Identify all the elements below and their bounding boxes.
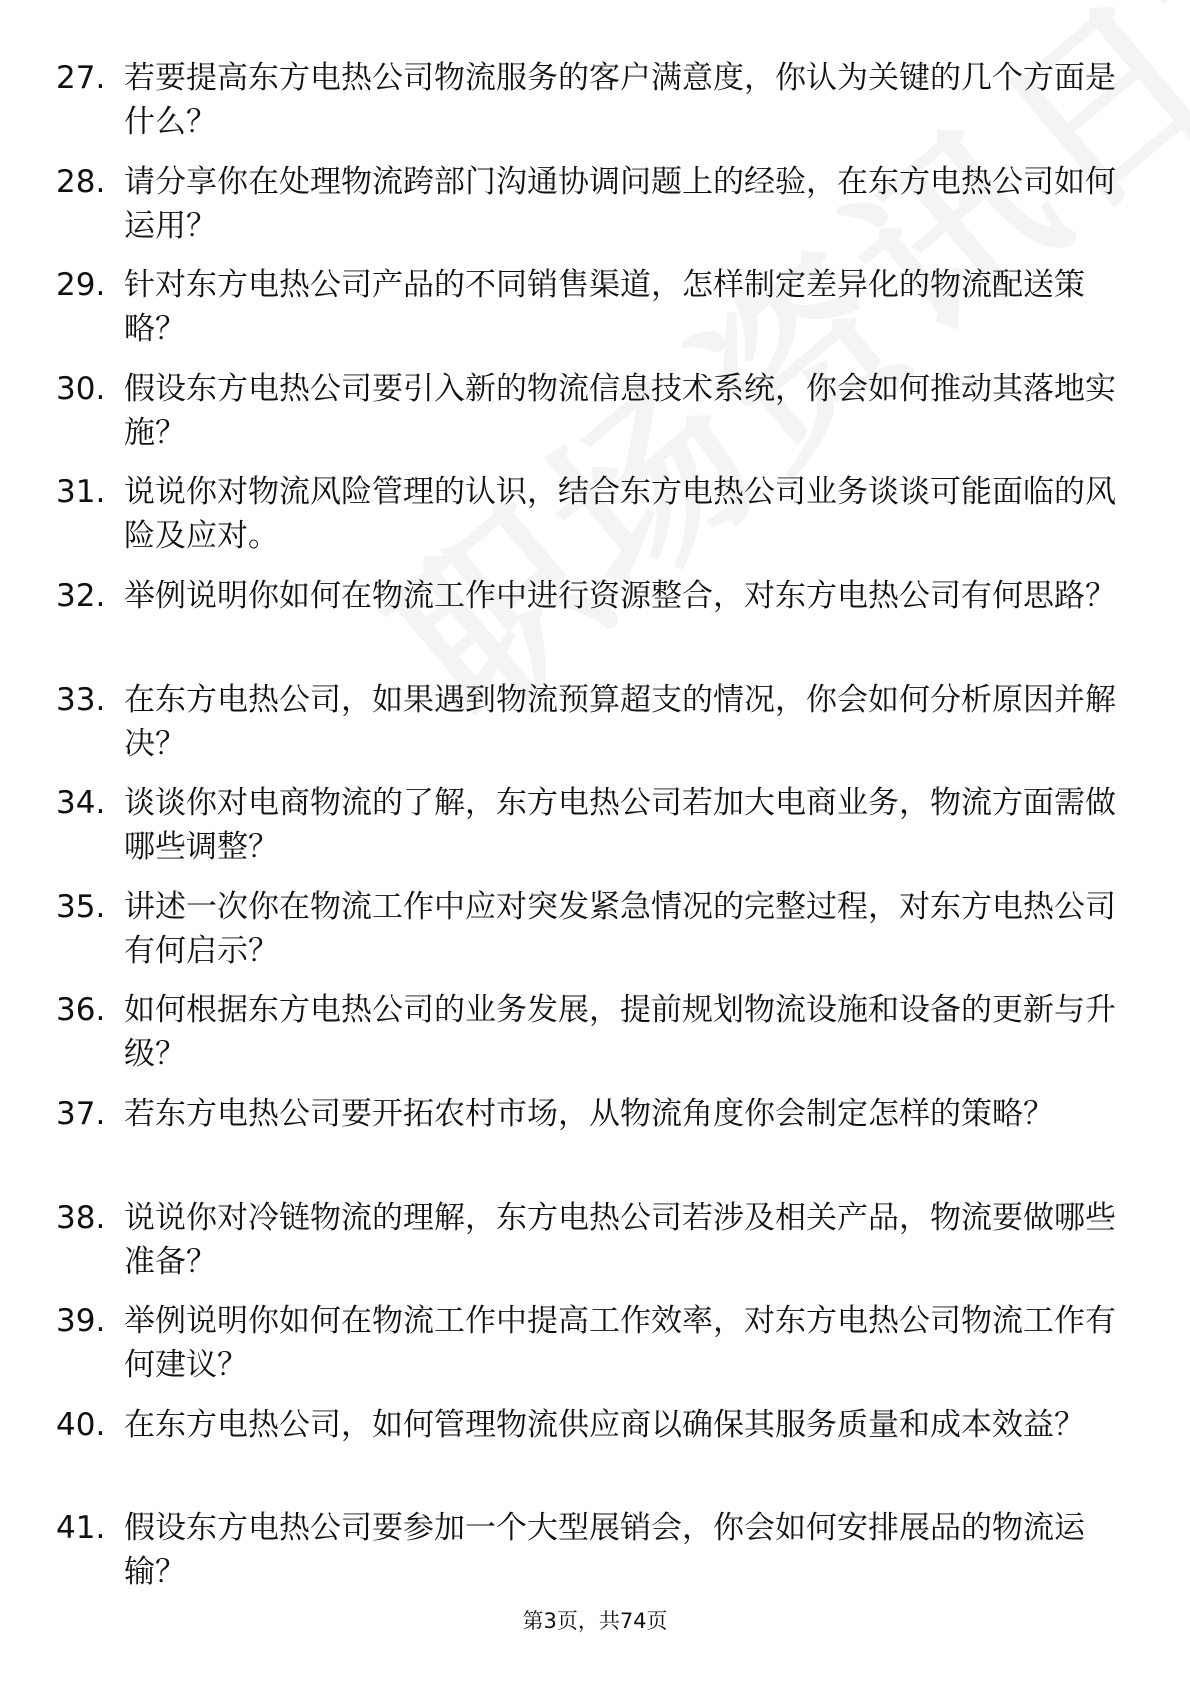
- question-item: [56, 466, 1126, 570]
- question-number: 32.: [56, 577, 106, 614]
- question-text: 讲述一次你在物流工作中应对突发紧急情况的完整过程，对东方电热公司有何启示？: [124, 888, 1116, 969]
- question-item: [56, 777, 1126, 881]
- question-text: 说说你对冷链物流的理解，东方电热公司若涉及相关产品，物流要做哪些准备？: [124, 1199, 1116, 1280]
- question-list: [56, 52, 1126, 1606]
- question-item: [56, 984, 1126, 1088]
- question-text: 请分享你在处理物流跨部门沟通协调问题上的经验，在东方电热公司如何运用？: [124, 163, 1116, 244]
- question-item: [56, 674, 1126, 778]
- question-item: [56, 156, 1126, 260]
- question-item: [56, 1399, 1126, 1503]
- question-number: 30.: [56, 370, 106, 407]
- question-number: 31.: [56, 474, 106, 511]
- question-text: 若东方电热公司要开拓农村市场，从物流角度你会制定怎样的策略？: [124, 1095, 1054, 1132]
- question-number: 27.: [56, 60, 106, 96]
- question-text: 说说你对物流风险管理的认识，结合东方电热公司业务谈谈可能面临的风险及应对。: [124, 474, 1116, 555]
- page-footer: 第3页，共74页: [522, 1609, 668, 1633]
- question-item: [56, 1192, 1126, 1296]
- question-number: 37.: [56, 1095, 106, 1132]
- question-number: 40.: [56, 1406, 106, 1443]
- question-item: [56, 1502, 1126, 1606]
- question-number: 35.: [56, 888, 106, 925]
- question-number: 41.: [56, 1510, 106, 1547]
- question-text: 针对东方电热公司产品的不同销售渠道，怎样制定差异化的物流配送策略？: [124, 267, 1085, 348]
- question-text: 举例说明你如何在物流工作中进行资源整合，对东方电热公司有何思路？: [124, 577, 1116, 614]
- question-number: 28.: [56, 163, 106, 200]
- question-text: 假设东方电热公司要参加一个大型展销会，你会如何安排展品的物流运输？: [124, 1510, 1085, 1591]
- question-number: 34.: [56, 785, 106, 822]
- question-number: 38.: [56, 1199, 106, 1236]
- question-text: 假设东方电热公司要引入新的物流信息技术系统，你会如何推动其落地实施？: [124, 370, 1116, 451]
- question-item: [56, 363, 1126, 467]
- question-number: 29.: [56, 267, 106, 304]
- question-item: [56, 570, 1126, 674]
- question-item: [56, 52, 1126, 156]
- question-text: 如何根据东方电热公司的业务发展，提前规划物流设施和设备的更新与升级？: [124, 992, 1116, 1073]
- question-number: 33.: [56, 681, 106, 718]
- question-text: 若要提高东方电热公司物流服务的客户满意度，你认为关键的几个方面是什么？: [124, 60, 1116, 140]
- question-number: 36.: [56, 992, 106, 1029]
- question-text: 谈谈你对电商物流的了解，东方电热公司若加大电商业务，物流方面需做哪些调整？: [124, 785, 1116, 866]
- question-item: [56, 259, 1126, 363]
- question-text: 举例说明你如何在物流工作中提高工作效率，对东方电热公司物流工作有何建议？: [124, 1303, 1116, 1384]
- question-number: 39.: [56, 1303, 106, 1340]
- question-item: [56, 881, 1126, 985]
- question-item: [56, 1088, 1126, 1192]
- question-text: 在东方电热公司，如何管理物流供应商以确保其服务质量和成本效益？: [124, 1406, 1085, 1443]
- question-text: 在东方电热公司，如果遇到物流预算超支的情况，你会如何分析原因并解决？: [124, 681, 1116, 762]
- question-item: [56, 1295, 1126, 1399]
